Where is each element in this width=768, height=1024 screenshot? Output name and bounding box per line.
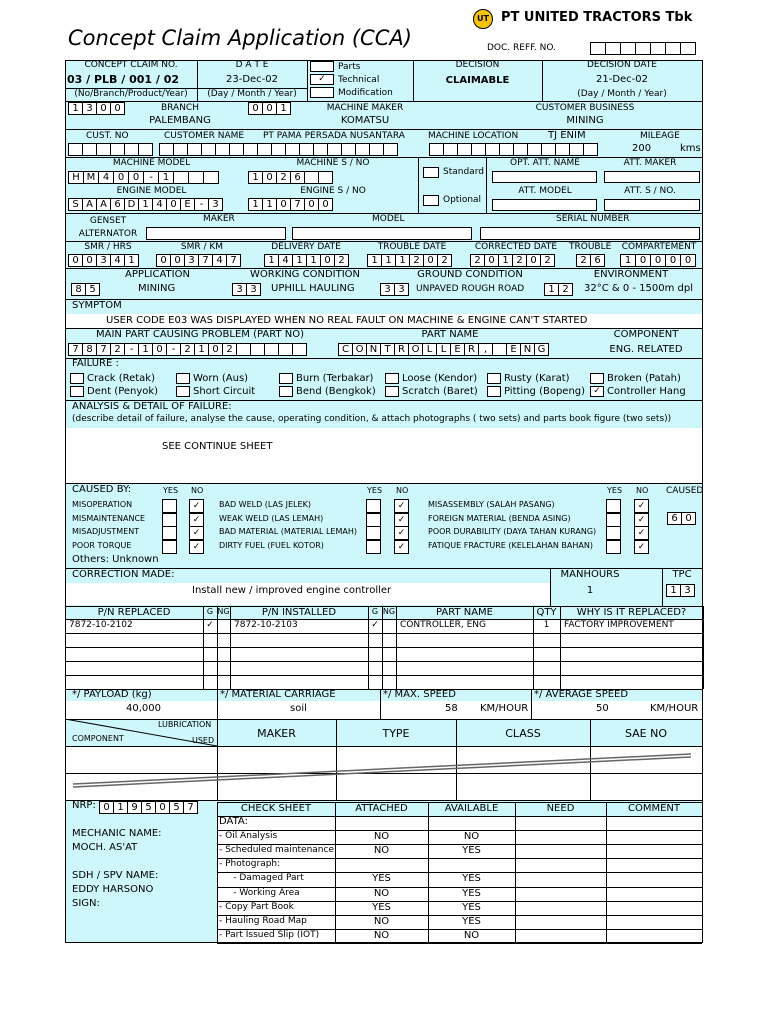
parts-cell-g2[interactable]: ✓	[371, 620, 379, 630]
standard-checkbox[interactable]	[423, 167, 439, 178]
caused-item-label: WEAK WELD (LAS LEMAH)	[219, 513, 324, 523]
date-label: D A T E	[235, 60, 269, 70]
part-name-label: PART NAME	[421, 329, 479, 340]
optional-label: Optional	[443, 195, 482, 205]
checksheet-attached[interactable]: NO	[373, 915, 390, 927]
failure-label: FAILURE :	[72, 358, 119, 369]
caused-by-label: CAUSED BY:	[72, 484, 132, 495]
caused-others[interactable]: Others: Unknown	[72, 554, 159, 565]
type-modification-checkbox[interactable]	[310, 87, 334, 98]
max-speed-label: */ MAX. SPEED	[383, 689, 456, 700]
lub-corner-component: COMPONENT	[72, 734, 124, 743]
checksheet-row-line	[217, 858, 702, 859]
att-model-label: ATT. MODEL	[518, 186, 572, 196]
caused-item-label: DIRTY FUEL (FUEL KOTOR)	[219, 540, 324, 550]
failure-item-label: Loose (Kendor)	[402, 373, 478, 384]
checksheet-item: - Scheduled maintenance	[219, 845, 335, 856]
parts-row-line	[65, 689, 703, 690]
caused-item-label: FOREIGN MATERIAL (BENDA ASING)	[428, 513, 571, 523]
checksheet-available[interactable]: YES	[462, 915, 481, 927]
failure-checkbox[interactable]	[487, 386, 501, 397]
form-title: Concept Claim Application (CCA)	[68, 26, 412, 50]
machine-maker-cells[interactable]: 0 0 1	[249, 102, 291, 115]
parts-cell-replaced[interactable]: 7872-10-2102	[69, 620, 133, 630]
checksheet-attached[interactable]: NO	[373, 887, 390, 899]
genset-maker-field[interactable]	[146, 227, 286, 240]
machine-maker-value[interactable]: KOMATSU	[340, 115, 390, 126]
company-name: PT UNITED TRACTORS Tbk	[501, 10, 693, 25]
opt-att-name-label: OPT. ATT. NAME	[510, 158, 580, 168]
genset-serial-label: SERIAL NUMBER	[556, 214, 630, 224]
checksheet-header: CHECK SHEET	[240, 803, 312, 814]
smr-hrs-cells[interactable]: 0 0 3 4 1	[69, 254, 139, 267]
parts-cell-g1[interactable]: ✓	[206, 620, 214, 630]
caused-yes-header: YES	[163, 486, 179, 495]
machine-model-label: MACHINE MODEL	[112, 158, 191, 168]
caused-yes-checkbox[interactable]	[606, 540, 621, 554]
avg-speed-unit: KM/HOUR	[650, 703, 699, 714]
failure-checkbox[interactable]	[385, 386, 399, 397]
working-condition-cells[interactable]: 3 3	[233, 283, 261, 296]
manhours-value[interactable]: 1	[586, 585, 594, 596]
caused-item-label: MISADJUSTMENT	[72, 527, 140, 536]
caused-yes-checkbox[interactable]	[606, 499, 621, 513]
material-label: */ MATERIAL CARRIAGE	[220, 689, 336, 700]
engine-model-cells[interactable]: S A A 6 D 1 4 0 E - 3	[69, 198, 223, 211]
caused-yes-checkbox[interactable]	[366, 540, 381, 554]
decision-date-sub: (Day / Month / Year)	[577, 89, 667, 99]
parts-row-line	[65, 647, 703, 648]
sign-label: SIGN:	[72, 898, 100, 909]
parts-header: P/N INSTALLED	[261, 607, 337, 618]
caused-no-checkbox[interactable]: ✓	[189, 526, 204, 540]
caused-no-checkbox[interactable]: ✓	[394, 540, 409, 554]
caused-no-header: NO	[636, 486, 649, 495]
caused-no-checkbox[interactable]: ✓	[394, 499, 409, 513]
material-value[interactable]: soil	[290, 703, 307, 714]
caused-no-checkbox[interactable]: ✓	[634, 513, 649, 527]
smr-km-label: SMR / KM	[180, 242, 224, 252]
failure-checkbox[interactable]	[279, 373, 293, 384]
analysis-label: ANALYSIS & DETAIL OF FAILURE:	[72, 401, 232, 412]
working-condition-value[interactable]: UPHILL HAULING	[271, 283, 355, 294]
manhours-label: MANHOURS	[560, 569, 620, 580]
decision-label: DECISION	[455, 60, 500, 70]
customer-name-cells[interactable]	[160, 143, 398, 156]
caused-item-label: BAD MATERIAL (MATERIAL LEMAH)	[219, 527, 357, 536]
caused-yes-checkbox[interactable]	[606, 513, 621, 527]
tpc-cells[interactable]: 1 3	[667, 584, 695, 597]
type-technical-label: Technical	[338, 75, 380, 85]
caused-yes-checkbox[interactable]	[162, 526, 177, 540]
caused-no-checkbox[interactable]: ✓	[634, 499, 649, 513]
optional-checkbox[interactable]	[423, 195, 439, 206]
machine-maker-label: MACHINE MAKER	[326, 103, 404, 113]
checksheet-header: AVAILABLE	[444, 803, 499, 814]
checksheet-item: - Working Area	[219, 887, 300, 898]
att-sn-label: ATT. S / NO.	[624, 186, 676, 196]
checksheet-attached[interactable]: YES	[372, 873, 391, 885]
machine-model-cells[interactable]: H M 4 0 0 - 1	[69, 171, 219, 184]
application-cells[interactable]: 8 5	[72, 283, 100, 296]
nrp-cells[interactable]: 0 1 9 5 0 5 7	[100, 801, 198, 814]
genset-serial-field[interactable]	[480, 227, 700, 240]
caused-no-header: NO	[396, 486, 409, 495]
sdh-label: SDH / SPV NAME:	[72, 870, 159, 881]
failure-checkbox[interactable]	[385, 373, 399, 384]
decision-value[interactable]: CLAIMABLE	[445, 75, 510, 86]
failure-checkbox[interactable]	[590, 373, 604, 384]
caused-no-checkbox[interactable]: ✓	[634, 540, 649, 554]
checksheet-item: - Hauling Road Map	[219, 915, 307, 926]
compartment-label: COMPARTEMENT	[621, 242, 697, 252]
lub-header-sae: SAE NO	[624, 727, 668, 740]
engine-sn-cells[interactable]: 1 1 0 7 0 0	[249, 198, 333, 211]
max-speed-value[interactable]: 58	[445, 703, 458, 714]
caused-yes-checkbox[interactable]	[366, 513, 381, 527]
failure-checkbox[interactable]	[70, 373, 84, 384]
mechanic-value[interactable]: MOCH. AS'AT	[72, 842, 138, 853]
cust-no-cells[interactable]	[69, 143, 153, 156]
date-value[interactable]: 23-Dec-02	[225, 74, 279, 85]
checksheet-item: - Oil Analysis	[219, 831, 278, 842]
main-part-cells[interactable]: 7 8 7 2 - 1 0 - 2 1 0 2	[69, 343, 307, 356]
failure-checkbox[interactable]: ✓	[590, 386, 604, 397]
payload-value[interactable]: 40,000	[126, 703, 161, 714]
caused-yes-header: YES	[367, 486, 383, 495]
lub-strike-through	[65, 746, 703, 800]
customer-name-value[interactable]: PT PAMA PERSADA NUSANTARA	[263, 131, 405, 141]
application-value[interactable]: MINING	[138, 283, 176, 294]
claim-no-label: CONCEPT CLAIM NO.	[84, 60, 178, 70]
caused-item-label: BAD WELD (LAS JELEK)	[219, 500, 311, 509]
machine-sn-label: MACHINE S / NO	[296, 158, 370, 168]
parts-row-line	[65, 633, 703, 634]
checksheet-attached[interactable]: NO	[373, 831, 390, 843]
parts-header: WHY IS IT REPLACED?	[576, 607, 687, 618]
att-model-field[interactable]	[492, 199, 597, 211]
trouble-code-label: TROUBLE	[569, 242, 612, 252]
lub-corner-top: LUBRICATION	[158, 720, 212, 729]
att-sn-field[interactable]	[604, 199, 700, 211]
delivery-date-label: DELIVERY DATE	[271, 242, 341, 252]
caused-no-checkbox[interactable]: ✓	[189, 499, 204, 513]
cust-no-label: CUST. NO	[86, 131, 129, 141]
failure-item-label: Short Circuit	[193, 386, 256, 397]
type-modification-label: Modification	[338, 88, 393, 98]
mechanic-label: MECHANIC NAME:	[72, 828, 162, 839]
failure-checkbox[interactable]	[487, 373, 501, 384]
caused-yes-checkbox[interactable]	[606, 526, 621, 540]
branch-code-cells[interactable]: 1 3 0 0	[69, 102, 125, 115]
decision-date-value[interactable]: 21-Dec-02	[595, 74, 649, 85]
parts-header: NG	[217, 607, 230, 616]
caused-item-label: MISMAINTENANCE	[72, 513, 146, 523]
smr-hrs-label: SMR / HRS	[84, 242, 132, 252]
trouble-date-cells[interactable]: 1 1 1 2 0 2	[368, 254, 452, 267]
parts-header: NG	[382, 607, 396, 616]
genset-model-label: MODEL	[372, 214, 405, 224]
caused-no-checkbox[interactable]: ✓	[189, 540, 204, 554]
branch-value[interactable]: PALEMBANG	[149, 115, 211, 126]
checksheet-row-line	[217, 943, 702, 944]
checksheet-available[interactable]: YES	[462, 873, 481, 885]
type-parts-checkbox[interactable]	[310, 61, 334, 72]
checksheet-item: - Part Issued Slip (IOT)	[219, 929, 320, 940]
parts-header: QTY	[536, 607, 557, 618]
customer-business-label: CUSTOMER BUSINESS	[535, 103, 635, 113]
checksheet-row-line	[217, 816, 702, 817]
failure-item-label: Worn (Aus)	[193, 373, 249, 384]
checksheet-available[interactable]: NO	[463, 831, 480, 843]
parts-cell-name[interactable]: CONTROLLER, ENG	[400, 620, 487, 630]
failure-checkbox[interactable]	[70, 386, 84, 397]
avg-speed-value[interactable]: 50	[596, 703, 609, 714]
environment-cells[interactable]: 1 2	[545, 283, 573, 296]
caused-yes-header: YES	[607, 486, 623, 495]
parts-header: PART NAME	[435, 607, 493, 618]
tpc-label: TPC	[672, 569, 692, 580]
analysis-text[interactable]: SEE CONTINUE SHEET	[162, 441, 273, 452]
caused-item-label: MISOPERATION	[72, 500, 133, 509]
caused-yes-checkbox[interactable]	[162, 540, 177, 554]
opt-att-name-field[interactable]	[492, 171, 597, 183]
customer-name-label: CUSTOMER NAME	[164, 131, 245, 141]
environment-label: ENVIRONMENT	[593, 269, 669, 280]
caused-yes-checkbox[interactable]	[162, 499, 177, 513]
failure-checkbox[interactable]	[279, 386, 293, 397]
application-label: APPLICATION	[125, 269, 190, 280]
trouble-code-cells[interactable]: 2 6	[577, 254, 605, 267]
parts-cell-qty[interactable]: 1	[543, 620, 550, 630]
ground-condition-label: GROUND CONDITION	[417, 269, 523, 280]
logo-text: UT	[477, 14, 489, 23]
lub-header-class: CLASS	[505, 727, 541, 740]
caused-code-label: CAUSED	[666, 486, 704, 496]
component-label: COMPONENT	[613, 329, 679, 340]
caused-yes-checkbox[interactable]	[162, 513, 177, 527]
claim-no-sub: (No/Branch/Product/Year)	[74, 89, 188, 99]
corrected-date-label: CORRECTED DATE	[474, 242, 558, 252]
max-speed-unit: KM/HOUR	[480, 703, 529, 714]
caused-no-checkbox[interactable]: ✓	[394, 513, 409, 527]
location-cells[interactable]	[430, 143, 598, 156]
part-name-cells[interactable]: C O N T R O L L E R , E N G	[339, 343, 549, 356]
genset-model-field[interactable]	[292, 227, 472, 240]
parts-header: P/N REPLACED	[97, 607, 171, 618]
failure-item-label: Crack (Retak)	[87, 373, 155, 384]
checksheet-attached[interactable]: NO	[373, 929, 390, 941]
machine-location-label: MACHINE LOCATION	[428, 131, 519, 141]
caused-no-checkbox[interactable]: ✓	[394, 526, 409, 540]
failure-item-label: Broken (Patah)	[607, 373, 681, 384]
branch-label: BRANCH	[160, 103, 199, 113]
company-logo-icon	[473, 9, 493, 29]
analysis-instruction: (describe detail of failure, analyse the cause, operating condition, & attach photographs ( two sets) and parts book figure (two sets))	[72, 414, 672, 424]
parts-header: G	[206, 607, 214, 616]
lub-corner-used: USED	[192, 736, 215, 745]
failure-item-label: Controller Hang	[607, 386, 686, 397]
checksheet-item: - Photograph:	[219, 859, 281, 870]
failure-item-label: Burn (Terbakar)	[296, 373, 374, 384]
component-value[interactable]: ENG. RELATED	[609, 344, 683, 355]
checksheet-data-label: DATA:	[219, 816, 248, 827]
correction-label: CORRECTION MADE:	[72, 569, 175, 580]
mileage-label: MILEAGE	[640, 131, 680, 141]
checksheet-header: COMMENT	[627, 803, 681, 814]
caused-item-label: MISASSEMBLY (SALAH PASANG)	[428, 500, 555, 509]
failure-item-label: Dent (Penyok)	[87, 386, 159, 397]
att-maker-field[interactable]	[604, 171, 700, 183]
compartment-cells[interactable]: 1 0 0 0 0	[621, 254, 696, 267]
lub-header-maker: MAKER	[257, 727, 296, 740]
ground-condition-cells[interactable]: 3 3	[381, 283, 409, 296]
checksheet-header: NEED	[546, 803, 575, 814]
trouble-date-label: TROUBLE DATE	[377, 242, 447, 252]
parts-row-line	[65, 661, 703, 662]
checksheet-available[interactable]: NO	[463, 929, 480, 941]
mileage-value[interactable]: 200	[632, 143, 652, 154]
checksheet-col-line	[702, 802, 703, 943]
caused-no-header: NO	[191, 486, 204, 495]
lub-header-type: TYPE	[382, 727, 410, 740]
checksheet-item: - Damaged Part	[219, 873, 304, 884]
caused-no-checkbox[interactable]: ✓	[634, 526, 649, 540]
parts-col-line	[703, 606, 704, 689]
mileage-unit: kms	[680, 143, 701, 154]
nrp-label: NRP:	[72, 800, 96, 811]
customer-business-value[interactable]: MINING	[566, 115, 604, 126]
engine-sn-label: ENGINE S / NO	[300, 186, 366, 196]
caused-item-label: FATIQUE FRACTURE (KELELAHAN BAHAN)	[428, 540, 593, 550]
smr-km-cells[interactable]: 0 0 3 7 4 7	[157, 254, 241, 267]
caused-no-checkbox[interactable]: ✓	[189, 513, 204, 527]
correction-text[interactable]: Install new / improved engine controller	[192, 585, 392, 596]
genset-label: GENSET ALTERNATOR	[78, 216, 138, 239]
doc-reff-cells[interactable]	[591, 42, 696, 55]
checksheet-header: ATTACHED	[355, 803, 408, 814]
working-condition-label: WORKING CONDITION	[249, 269, 360, 280]
checksheet-item: - Copy Part Book	[219, 901, 294, 912]
delivery-date-cells[interactable]: 1 4 1 1 0 2	[265, 254, 349, 267]
claim-no-value[interactable]: 03 / PLB / 001 / 02	[67, 73, 180, 86]
main-part-label: MAIN PART CAUSING PROBLEM (PART NO)	[96, 329, 304, 340]
payload-label: */ PAYLOAD (kg)	[72, 689, 152, 700]
avg-speed-label: */ AVERAGE SPEED	[534, 689, 629, 700]
machine-sn-cells[interactable]: 1 0 2 6	[249, 171, 333, 184]
failure-item-label: Rusty (Karat)	[504, 373, 570, 384]
failure-item-label: Scratch (Baret)	[402, 386, 478, 397]
decision-date-label: DECISION DATE	[586, 60, 657, 70]
checksheet-attached[interactable]: NO	[373, 845, 390, 857]
corrected-date-cells[interactable]: 2 0 1 2 0 2	[471, 254, 555, 267]
failure-item-label: Bend (Bengkok)	[296, 386, 376, 397]
checksheet-available[interactable]: YES	[462, 901, 481, 913]
caused-item-label: POOR DURABILITY (DAYA TAHAN KURANG)	[428, 527, 597, 536]
caused-item-label: POOR TORQUE	[72, 540, 132, 550]
genset-maker-label: MAKER	[203, 214, 235, 224]
environment-value[interactable]: 32°C & 0 - 1500m dpl	[584, 283, 694, 294]
failure-checkbox[interactable]	[176, 373, 190, 384]
type-parts-label: Parts	[338, 62, 361, 72]
doc-reff-label: DOC. REFF. NO.	[487, 43, 556, 53]
checksheet-available[interactable]: YES	[462, 845, 481, 857]
checksheet-attached[interactable]: YES	[372, 901, 391, 913]
analysis-area	[66, 428, 702, 483]
symptom-text[interactable]: USER CODE E03 WAS DISPLAYED WHEN NO REAL FAULT ON MACHINE & ENGINE CAN'T STARTED	[106, 315, 588, 326]
sdh-value[interactable]: EDDY HARSONO	[72, 884, 154, 895]
engine-model-label: ENGINE MODEL	[116, 186, 187, 196]
parts-cell-why[interactable]: FACTORY IMPROVEMENT	[564, 620, 674, 630]
caused-code-cells[interactable]: 6 0	[668, 512, 696, 525]
failure-item-label: Pitting (Bopeng)	[504, 386, 586, 397]
parts-row-line	[65, 675, 703, 676]
lub-corner-diagonal	[65, 719, 217, 746]
parts-cell-installed[interactable]: 7872-10-2103	[234, 620, 298, 630]
att-maker-label: ATT. MAKER	[623, 158, 677, 168]
checksheet-available[interactable]: YES	[462, 887, 481, 899]
date-sub: (Day / Month / Year)	[207, 89, 297, 99]
standard-label: Standard	[443, 167, 484, 177]
parts-header: G	[371, 607, 379, 616]
symptom-label: SYMPTOM	[72, 300, 122, 311]
caused-yes-checkbox[interactable]	[366, 526, 381, 540]
ground-condition-value[interactable]: UNPAVED ROUGH ROAD	[416, 284, 525, 294]
machine-location-value[interactable]: TJ ENIM	[548, 130, 586, 141]
type-technical-checkbox[interactable]: ✓	[310, 74, 334, 85]
caused-yes-checkbox[interactable]	[366, 499, 381, 513]
failure-checkbox[interactable]	[176, 386, 190, 397]
